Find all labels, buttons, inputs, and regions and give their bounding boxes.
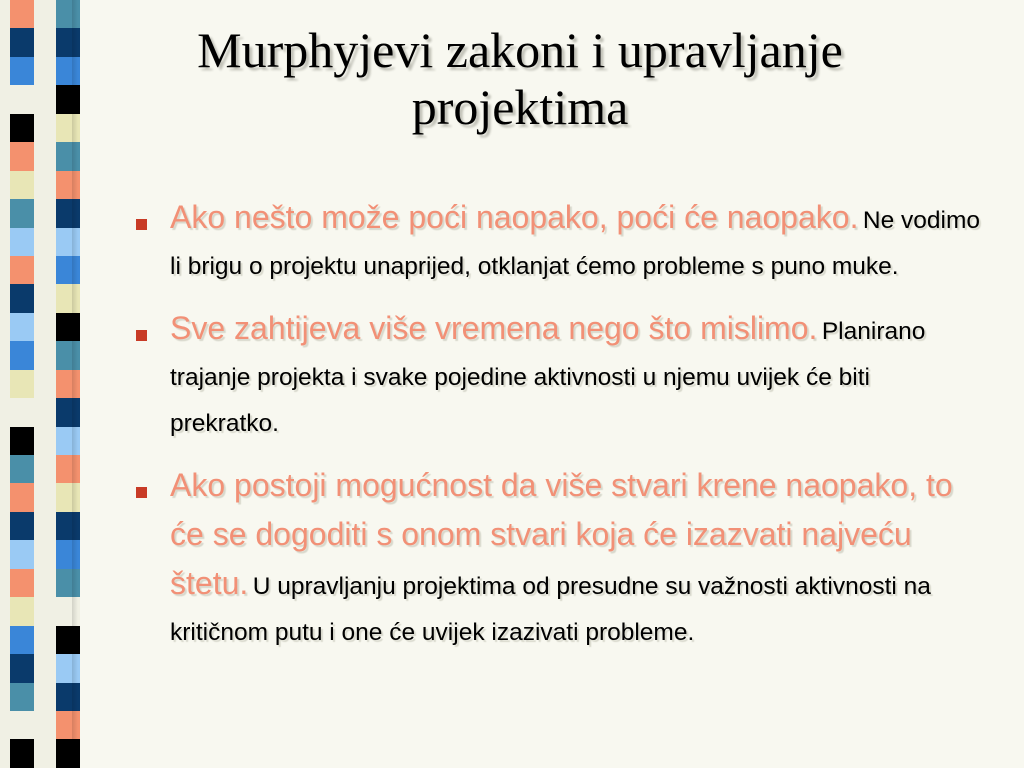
bullet-lead: Sve zahtijeva više vremena nego što mislimo. (170, 310, 818, 346)
bullet-detail: Planirano trajanje projekta i svake pojedine aktivnosti u njemu uvijek će biti prekratko. (170, 318, 926, 437)
stripe-gap (34, 0, 56, 768)
stripe-block (10, 142, 34, 170)
bullet-detail: Ne vodimo li brigu o projektu unaprijed, otklanjat ćemo probleme s puno muke. (170, 207, 981, 280)
stripe-block (10, 171, 34, 199)
square-bullet-icon (136, 487, 147, 498)
stripe-block (10, 28, 34, 56)
stripe-block (10, 540, 34, 568)
bullet-lead: Ako nešto može poći naopako, poći će naopako. (170, 199, 859, 235)
bullet-text (170, 196, 980, 291)
bullet-item (130, 307, 980, 448)
stripe-block (10, 57, 34, 85)
bullet-list (130, 196, 980, 673)
stripe-block (10, 398, 34, 426)
stripe-block (10, 597, 34, 625)
square-bullet-icon (136, 219, 147, 230)
bullet-text (170, 464, 980, 657)
bullet-text (170, 307, 980, 448)
stripe-block (10, 256, 34, 284)
stripe-block (10, 199, 34, 227)
stripe-block (10, 85, 34, 113)
stripe-block (10, 284, 34, 312)
stripe-block (10, 427, 34, 455)
stripe-edge (0, 0, 10, 768)
stripe-column (10, 0, 34, 768)
stripe-block (10, 228, 34, 256)
stripe-block (10, 341, 34, 369)
slide-title: Murphyjevi zakoni i upravljanje projektima (197, 22, 843, 135)
bullet-item (130, 464, 980, 657)
bullet-detail: U upravljanju projektima od presudne su važnosti aktivnosti na kritičnom putu i one će uvijek izazivati probleme. (170, 573, 931, 646)
bullet-item (130, 196, 980, 291)
stripe-block (10, 711, 34, 739)
bullet-lead: Ako postoji mogućnost da više stvari krene naopako, to će se dogoditi s onom stvari koja će izazvati najveću štetu. (170, 467, 953, 601)
stripe-block (10, 569, 34, 597)
stripe-block (10, 626, 34, 654)
stripe-block (10, 654, 34, 682)
stripe-block (10, 370, 34, 398)
stripe-block (10, 512, 34, 540)
stripe-block (10, 114, 34, 142)
stripe-shadow (72, 0, 78, 768)
square-bullet-icon (136, 330, 147, 341)
stripe-block (10, 455, 34, 483)
stripe-block (10, 683, 34, 711)
stripe-block (10, 313, 34, 341)
stripe-block (10, 0, 34, 28)
stripe-block (10, 739, 34, 767)
stripe-block (10, 483, 34, 511)
